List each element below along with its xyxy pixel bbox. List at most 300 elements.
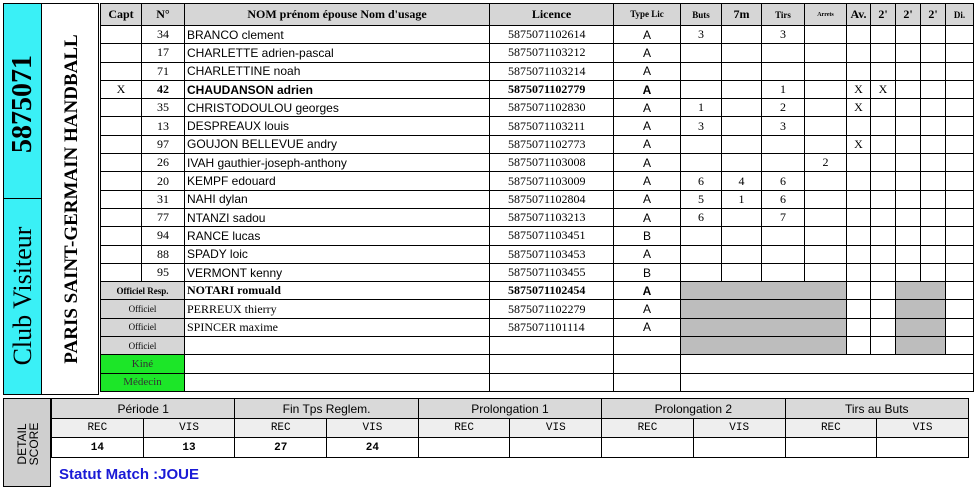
player-stat-tirs [762, 62, 805, 80]
player-stat-two1 [871, 208, 896, 226]
player-captain [101, 154, 142, 172]
player-licence: 5875071103212 [490, 44, 614, 62]
player-number: 88 [142, 245, 185, 263]
official-licence: 5875071101114 [490, 318, 614, 336]
header-type-lic: Type Lic [614, 4, 681, 26]
player-stat-two3 [921, 80, 946, 98]
player-name: RANCE lucas [185, 227, 490, 245]
player-stat-di [946, 26, 974, 44]
staff-blank [681, 355, 974, 373]
player-stat-arrets [805, 26, 847, 44]
player-stat-seven [722, 135, 762, 153]
player-stat-tirs [762, 44, 805, 62]
player-stat-tirs: 6 [762, 190, 805, 208]
score-vis-label: VIS [510, 419, 602, 438]
score-rec-value: 27 [235, 438, 327, 458]
player-stat-di [946, 208, 974, 226]
official-role: Officiel [101, 318, 185, 336]
player-stat-two2 [896, 135, 921, 153]
player-stat-two1 [871, 154, 896, 172]
player-number: 35 [142, 99, 185, 117]
header-buts: Buts [681, 4, 722, 26]
player-captain [101, 245, 142, 263]
player-number: 71 [142, 62, 185, 80]
roster-body [101, 26, 974, 392]
player-stat-buts: 3 [681, 117, 722, 135]
player-stat-arrets [805, 172, 847, 190]
player-row [101, 135, 974, 153]
player-stat-seven [722, 99, 762, 117]
official-2min [871, 318, 896, 336]
header-number: N° [142, 4, 185, 26]
player-stat-seven [722, 117, 762, 135]
player-licence-type: A [614, 172, 681, 190]
player-stat-two2 [896, 154, 921, 172]
player-stat-buts: 6 [681, 172, 722, 190]
header-licence: Licence [490, 4, 614, 26]
player-stat-tirs: 7 [762, 208, 805, 226]
player-stat-two3 [921, 190, 946, 208]
player-stat-av [847, 245, 871, 263]
player-captain [101, 172, 142, 190]
player-stat-two2 [896, 117, 921, 135]
player-stat-av: X [847, 99, 871, 117]
score-vis-value [693, 438, 785, 458]
player-stat-two2 [896, 44, 921, 62]
player-stat-two3 [921, 62, 946, 80]
player-stat-tirs: 6 [762, 172, 805, 190]
player-licence-type: A [614, 99, 681, 117]
official-licence-type: A [614, 282, 681, 300]
official-licence-type: A [614, 300, 681, 318]
score-period-header: Prolongation 1 [418, 399, 601, 419]
staff-row [101, 355, 974, 373]
player-licence-type: B [614, 227, 681, 245]
player-stat-seven [722, 154, 762, 172]
player-number: 95 [142, 263, 185, 281]
staff-licence-type [614, 355, 681, 373]
player-stat-arrets [805, 62, 847, 80]
player-stat-av [847, 263, 871, 281]
roster-header-row [101, 4, 974, 26]
score-vis-label: VIS [327, 419, 419, 438]
header-2min-3: 2' [921, 4, 946, 26]
player-stat-buts: 3 [681, 26, 722, 44]
staff-row [101, 373, 974, 391]
player-stat-arrets [805, 208, 847, 226]
official-penalty-blank [896, 337, 946, 355]
player-row [101, 227, 974, 245]
player-name: CHRISTODOULOU georges [185, 99, 490, 117]
official-av [847, 337, 871, 355]
official-av [847, 318, 871, 336]
club-name: PARIS SAINT-GERMAIN HANDBALL [61, 34, 82, 364]
score-rec-label: REC [235, 419, 327, 438]
detail-score-label-box [3, 398, 51, 487]
staff-name [185, 373, 490, 391]
player-stat-arrets [805, 44, 847, 62]
player-stat-tirs: 3 [762, 117, 805, 135]
player-stat-av [847, 172, 871, 190]
player-row [101, 99, 974, 117]
player-stat-arrets [805, 99, 847, 117]
player-name: BRANCO clement [185, 26, 490, 44]
official-row [101, 282, 974, 300]
player-captain [101, 135, 142, 153]
player-name: IVAH gauthier-joseph-anthony [185, 154, 490, 172]
official-role: Officiel Resp. [101, 282, 185, 300]
player-stat-di [946, 135, 974, 153]
player-name: SPADY loic [185, 245, 490, 263]
player-row [101, 208, 974, 226]
score-period-header: Fin Tps Reglem. [235, 399, 418, 419]
player-stat-two3 [921, 227, 946, 245]
player-stat-arrets [805, 190, 847, 208]
player-number: 97 [142, 135, 185, 153]
player-number: 26 [142, 154, 185, 172]
official-stats-blank [681, 337, 847, 355]
player-licence: 5875071102614 [490, 26, 614, 44]
official-av [847, 300, 871, 318]
player-stat-two2 [896, 62, 921, 80]
header-avertissement: Av. [847, 4, 871, 26]
player-stat-arrets [805, 117, 847, 135]
official-licence [490, 337, 614, 355]
player-row [101, 62, 974, 80]
score-rec-value [785, 438, 877, 458]
player-stat-di [946, 227, 974, 245]
player-licence: 5875071103211 [490, 117, 614, 135]
score-period-header: Tirs au Buts [785, 399, 969, 419]
player-stat-av [847, 227, 871, 245]
club-number: 5875071 [7, 55, 38, 153]
player-stat-arrets: 2 [805, 154, 847, 172]
player-name: CHARLETTE adrien-pascal [185, 44, 490, 62]
official-penalty-blank [896, 282, 946, 300]
player-stat-tirs: 2 [762, 99, 805, 117]
header-capt: Capt [101, 4, 142, 26]
player-name: KEMPF edouard [185, 172, 490, 190]
staff-licence-type [614, 373, 681, 391]
score-vis-value: 24 [327, 438, 419, 458]
official-name: PERREUX thierry [185, 300, 490, 318]
score-vis-value: 13 [143, 438, 235, 458]
header-2min-1: 2' [871, 4, 896, 26]
player-licence: 5875071103455 [490, 263, 614, 281]
official-role: Officiel [101, 337, 185, 355]
player-name: DESPREAUX louis [185, 117, 490, 135]
player-stat-buts [681, 44, 722, 62]
roster-table [100, 3, 974, 392]
score-rec-label: REC [602, 419, 694, 438]
player-licence-type: A [614, 135, 681, 153]
score-vis-label: VIS [143, 419, 235, 438]
player-stat-two3 [921, 99, 946, 117]
player-name: VERMONT kenny [185, 263, 490, 281]
player-stat-two2 [896, 263, 921, 281]
player-row [101, 117, 974, 135]
score-rec-value [602, 438, 694, 458]
staff-role: Kiné [101, 355, 185, 373]
player-stat-av [847, 62, 871, 80]
player-number: 17 [142, 44, 185, 62]
player-licence: 5875071103214 [490, 62, 614, 80]
player-licence: 5875071102773 [490, 135, 614, 153]
player-stat-two1 [871, 245, 896, 263]
official-row [101, 318, 974, 336]
player-captain [101, 44, 142, 62]
player-stat-two3 [921, 245, 946, 263]
player-licence: 5875071103451 [490, 227, 614, 245]
player-stat-di [946, 99, 974, 117]
score-period-header: Prolongation 2 [602, 399, 785, 419]
player-stat-seven [722, 80, 762, 98]
player-stat-av [847, 117, 871, 135]
player-name: NTANZI sadou [185, 208, 490, 226]
official-stats-blank [681, 318, 847, 336]
official-name: NOTARI romuald [185, 282, 490, 300]
player-stat-di [946, 245, 974, 263]
player-stat-two1 [871, 26, 896, 44]
score-period-row [52, 399, 969, 419]
player-stat-di [946, 80, 974, 98]
player-stat-two2 [896, 190, 921, 208]
player-row [101, 154, 974, 172]
player-stat-two2 [896, 172, 921, 190]
player-stat-buts: 6 [681, 208, 722, 226]
official-licence: 5875071102279 [490, 300, 614, 318]
player-row [101, 263, 974, 281]
player-stat-two3 [921, 135, 946, 153]
official-penalty-blank [896, 300, 946, 318]
player-stat-di [946, 172, 974, 190]
club-panel-separator [4, 198, 42, 199]
player-stat-av: X [847, 80, 871, 98]
player-stat-seven [722, 26, 762, 44]
score-sub-row [52, 419, 969, 438]
staff-licence [490, 355, 614, 373]
detail-score-label-line1: DETAIL [15, 423, 29, 465]
player-licence: 5875071103009 [490, 172, 614, 190]
player-stat-two2 [896, 208, 921, 226]
detail-score-section [3, 398, 969, 488]
player-number: 94 [142, 227, 185, 245]
player-stat-di [946, 263, 974, 281]
player-stat-buts: 1 [681, 99, 722, 117]
player-licence-type: A [614, 80, 681, 98]
player-row [101, 172, 974, 190]
player-captain [101, 26, 142, 44]
staff-role: Médecin [101, 373, 185, 391]
player-stat-two2 [896, 99, 921, 117]
player-stat-di [946, 117, 974, 135]
player-stat-seven: 4 [722, 172, 762, 190]
player-number: 42 [142, 80, 185, 98]
official-penalty-blank [896, 318, 946, 336]
player-licence-type: A [614, 44, 681, 62]
player-name: CHAUDANSON adrien [185, 80, 490, 98]
score-rec-value [418, 438, 510, 458]
header-2min-2: 2' [896, 4, 921, 26]
player-stat-seven [722, 208, 762, 226]
player-stat-two2 [896, 245, 921, 263]
official-name [185, 337, 490, 355]
player-row [101, 245, 974, 263]
player-captain [101, 117, 142, 135]
player-stat-buts [681, 227, 722, 245]
player-stat-two1 [871, 62, 896, 80]
player-row [101, 44, 974, 62]
player-captain [101, 99, 142, 117]
player-stat-two3 [921, 208, 946, 226]
score-rec-value: 14 [52, 438, 144, 458]
staff-blank [681, 373, 974, 391]
player-stat-av [847, 208, 871, 226]
official-stats-blank [681, 282, 847, 300]
club-panel [3, 3, 99, 395]
score-table [51, 398, 969, 458]
official-2min [871, 282, 896, 300]
player-stat-tirs: 3 [762, 26, 805, 44]
player-licence-type: A [614, 26, 681, 44]
player-stat-two1 [871, 190, 896, 208]
player-stat-arrets [805, 227, 847, 245]
player-stat-two1 [871, 263, 896, 281]
player-stat-tirs: 1 [762, 80, 805, 98]
player-licence: 5875071103008 [490, 154, 614, 172]
player-stat-two1 [871, 99, 896, 117]
player-stat-av [847, 44, 871, 62]
player-captain [101, 62, 142, 80]
player-stat-two2 [896, 26, 921, 44]
official-row [101, 300, 974, 318]
player-stat-av: X [847, 135, 871, 153]
score-rec-label: REC [418, 419, 510, 438]
score-period-header: Période 1 [52, 399, 235, 419]
player-licence-type: B [614, 263, 681, 281]
player-licence: 5875071103213 [490, 208, 614, 226]
player-stat-tirs [762, 227, 805, 245]
player-stat-di [946, 190, 974, 208]
header-disqualification: Di. [946, 4, 974, 26]
staff-name [185, 355, 490, 373]
player-name: GOUJON BELLEVUE andry [185, 135, 490, 153]
player-stat-tirs [762, 154, 805, 172]
player-stat-buts [681, 135, 722, 153]
score-vis-label: VIS [693, 419, 785, 438]
player-name: NAHI dylan [185, 190, 490, 208]
staff-licence [490, 373, 614, 391]
official-name: SPINCER maxime [185, 318, 490, 336]
player-stat-tirs [762, 245, 805, 263]
player-number: 77 [142, 208, 185, 226]
player-licence: 5875071102779 [490, 80, 614, 98]
player-row [101, 26, 974, 44]
player-row [101, 190, 974, 208]
player-licence-type: A [614, 117, 681, 135]
player-stat-buts [681, 263, 722, 281]
header-arrets: Arrets [805, 4, 847, 26]
player-stat-buts [681, 62, 722, 80]
player-licence-type: A [614, 245, 681, 263]
official-2min [871, 337, 896, 355]
player-stat-two1 [871, 227, 896, 245]
official-di [946, 300, 974, 318]
player-row [101, 80, 974, 98]
player-licence-type: A [614, 208, 681, 226]
player-stat-two2 [896, 227, 921, 245]
player-stat-buts [681, 154, 722, 172]
score-rec-label: REC [785, 419, 877, 438]
detail-score-label [16, 423, 40, 466]
player-stat-two3 [921, 172, 946, 190]
player-stat-av [847, 190, 871, 208]
player-stat-two1: X [871, 80, 896, 98]
player-captain [101, 263, 142, 281]
player-number: 34 [142, 26, 185, 44]
player-captain [101, 227, 142, 245]
player-stat-seven [722, 263, 762, 281]
player-captain [101, 208, 142, 226]
official-di [946, 318, 974, 336]
player-number: 31 [142, 190, 185, 208]
player-number: 20 [142, 172, 185, 190]
player-stat-arrets [805, 135, 847, 153]
player-licence: 5875071102830 [490, 99, 614, 117]
official-row [101, 337, 974, 355]
score-vis-value [877, 438, 969, 458]
player-stat-two3 [921, 263, 946, 281]
score-vis-value [510, 438, 602, 458]
player-stat-two1 [871, 172, 896, 190]
score-value-row [52, 438, 969, 458]
player-stat-buts: 5 [681, 190, 722, 208]
player-licence-type: A [614, 154, 681, 172]
player-name: CHARLETTINE noah [185, 62, 490, 80]
player-stat-two2 [896, 80, 921, 98]
player-stat-di [946, 154, 974, 172]
player-stat-seven: 1 [722, 190, 762, 208]
player-stat-two1 [871, 44, 896, 62]
header-tirs: Tirs [762, 4, 805, 26]
club-type: Club Visiteur [8, 226, 37, 366]
player-stat-two3 [921, 117, 946, 135]
official-2min [871, 300, 896, 318]
player-stat-seven [722, 245, 762, 263]
player-captain: X [101, 80, 142, 98]
player-stat-di [946, 62, 974, 80]
official-role: Officiel [101, 300, 185, 318]
official-licence-type [614, 337, 681, 355]
player-stat-av [847, 26, 871, 44]
player-licence: 5875071103453 [490, 245, 614, 263]
player-stat-seven [722, 44, 762, 62]
player-stat-buts [681, 245, 722, 263]
player-licence: 5875071102804 [490, 190, 614, 208]
player-captain [101, 190, 142, 208]
official-di [946, 337, 974, 355]
official-licence: 5875071102454 [490, 282, 614, 300]
detail-score-label-line2: SCORE [27, 422, 41, 466]
score-rec-label: REC [52, 419, 144, 438]
official-di [946, 282, 974, 300]
player-stat-av [847, 154, 871, 172]
player-stat-seven [722, 62, 762, 80]
player-licence-type: A [614, 62, 681, 80]
player-number: 13 [142, 117, 185, 135]
official-licence-type: A [614, 318, 681, 336]
player-stat-di [946, 44, 974, 62]
